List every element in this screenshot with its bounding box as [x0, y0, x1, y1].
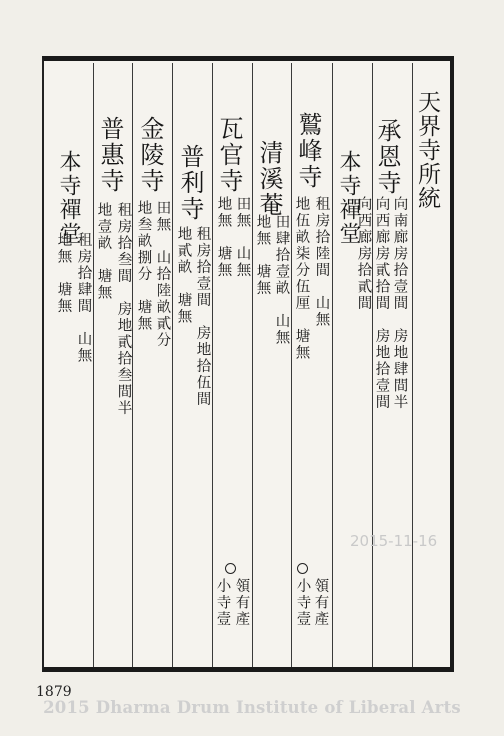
temple-name: 本寺禪堂 [56, 150, 81, 246]
note-text: 小寺壹 [294, 578, 311, 628]
entry-text: 租房拾肆間 山無 [75, 232, 92, 364]
entry-text: 地無 塘無 [215, 196, 232, 279]
note-text: 小寺壹 [214, 578, 231, 628]
temple-name: 普惠寺 [96, 116, 124, 194]
temple-name: 瓦官寺 [215, 116, 243, 194]
watermark: 2015 Dharma Drum Institute of Liberal Arts [43, 698, 461, 717]
column-rule [212, 63, 213, 667]
column-rule [93, 63, 94, 667]
entry-text: 地無 塘無 [254, 214, 271, 297]
temple-name: 普利寺 [176, 144, 204, 222]
entry-text: 地壹畝 塘無 [95, 202, 112, 301]
circle-mark-icon [225, 563, 236, 574]
column-rule [132, 63, 133, 667]
entry-text: 田肆拾壹畝 山無 [273, 214, 290, 346]
entry-text: 地叁畝捌分 塘無 [135, 200, 152, 332]
column-rule [252, 63, 253, 667]
date-stamp: 2015-11-16 [350, 532, 438, 550]
note-text: 領有產 [312, 578, 329, 628]
entry-text: 田無 山無 [234, 196, 251, 279]
entry-text: 向西廊房拾貳間 [355, 196, 372, 312]
column-rule [172, 63, 173, 667]
circle-mark-icon [297, 563, 308, 574]
column-rule [291, 63, 292, 667]
entry-text: 地無 塘無 [55, 232, 72, 315]
temple-name: 金陵寺 [136, 116, 164, 194]
note-text: 領有產 [233, 578, 250, 628]
temple-name: 鷲峰寺 [294, 112, 322, 190]
entry-text: 向南廊房拾壹間 房地肆間半 [391, 196, 408, 411]
temple-name: 清溪菴 [255, 140, 283, 218]
entry-text: 租房拾陸間 山無 [313, 196, 330, 328]
entry-text: 地伍畝柒分伍厘 塘無 [293, 196, 310, 361]
entry-text: 向西廊房貳拾間 房地拾壹間 [373, 196, 390, 411]
column-rule [332, 63, 333, 667]
column-rule [412, 63, 413, 667]
page-title: 天界寺所統 [414, 90, 440, 210]
temple-name: 本寺禪堂 [336, 150, 361, 246]
entry-text: 地貳畝 塘無 [175, 226, 192, 325]
page-number: 1879 [36, 684, 72, 700]
entry-text: 租房拾壹間 房地拾伍間 [194, 226, 211, 408]
temple-name: 承恩寺 [373, 118, 401, 196]
entry-text: 租房拾叁間 房地貳拾叁間半 [115, 202, 132, 417]
entry-text: 田無 山拾陸畝貳分 [154, 200, 171, 349]
